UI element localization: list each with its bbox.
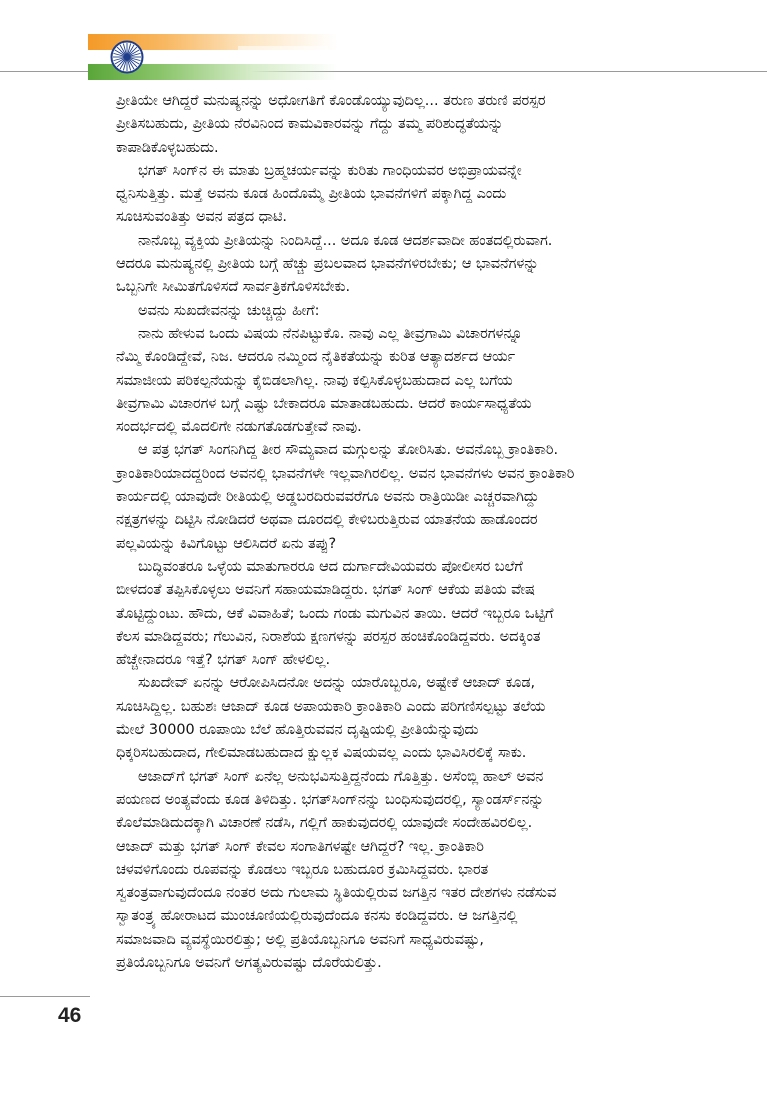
text-line: ಪ್ರೀತಿಸಬಹುದು, ಪ್ರೀತಿಯ ನೆರವಿನಿಂದ ಕಾಮವಿಕಾರವನ್ನು ಗೆದ್ದು ತಮ್ಮ ಪರಿಶುದ್ಧತೆಯನ್ನು <box>116 116 504 133</box>
text-line: ಆಜಾದ್ ಮತ್ತು ಭಗತ್ ಸಿಂಗ್ ಕೇವಲ ಸಂಗಾತಿಗಳಷ್ಟೇ ಆಗಿದ್ದರೆ? ಇಲ್ಲ. ಕ್ರಾಂತಿಕಾರಿ <box>116 838 484 855</box>
text-line: ಭಗತ್ ಸಿಂಗ್‌ನ ಈ ಮಾತು ಬ್ರಹ್ಮಚರ್ಯವನ್ನು ಕುರಿತು ಗಾಂಧಿಯವರ ಅಭಿಪ್ರಾಯವನ್ನೇ <box>138 162 522 179</box>
flag-glare <box>238 46 328 54</box>
text-line: ನಾನು ಹೇಳುವ ಒಂದು ವಿಷಯ ನೆನಪಿಟ್ಟುಕೊ. ನಾವು ಎಲ್ಲ ತೀವ್ರಗಾಮಿ ವಿಚಾರಗಳನ್ನೂ <box>138 325 523 342</box>
text-line: ಸಮಾಜೀಯ ಪರಿಕಲ್ಪನೆಯನ್ನು ಕೈಬಿಡಲಾಗಿಲ್ಲ. ನಾವು ಕಲ್ಪಿಸಿಕೊಳ್ಳಬಹುದಾದ ಎಲ್ಲ ಬಗೆಯ <box>116 372 513 389</box>
text-line: ಆಜಾದ್‌ಗೆ ಭಗತ್ ಸಿಂಗ್ ಏನೆಲ್ಲ ಅನುಭವಿಸುತ್ತಿದ್ದನೆಂದು ಗೊತ್ತಿತ್ತು. ಅಸೆಂಬ್ಲಿ ಹಾಲ್ ಅವನ <box>138 768 544 785</box>
text-line: ತೊಟ್ಟಿದ್ದುಂಟು. ಹೌದು, ಆಕೆ ವಿವಾಹಿತೆ; ಒಂದು ಗಂಡು ಮಗುವಿನ ತಾಯಿ. ಆದರೆ ಇಬ್ಬರೂ ಒಟ್ಟಿಗೆ <box>116 605 554 622</box>
text-line: ಸಮಾಜವಾದಿ ವ್ಯವಸ್ಥೆಯಿರಲಿತ್ತು; ಅಲ್ಲಿ ಪ್ರತಿಯೊಬ್ಬನಿಗೂ ಅವನಿಗೆ ಸಾಧ್ಯವಿರುವಷ್ಟು, <box>116 931 484 948</box>
text-line: ಕಾರ್ಯದಲ್ಲಿ ಯಾವುದೇ ರೀತಿಯಲ್ಲಿ ಅಡ್ಡಬರದಿರುವವರೆಗೂ ಅವನು ರಾತ್ರಿಯಿಡೀ ಎಚ್ಚರವಾಗಿದ್ದು <box>116 489 540 506</box>
text-line: ನಕ್ಷತ್ರಗಳನ್ನು ದಿಟ್ಟಿಸಿ ನೋಡಿದರೆ ಅಥವಾ ದೂರದಲ್ಲಿ ಕೇಳಿಬರುತ್ತಿರುವ ಯಾತನೆಯ ಹಾಡೊಂದರ <box>116 512 538 529</box>
page-number: 46 <box>58 1004 82 1027</box>
text-line: ಬೀಳದಂತೆ ತಪ್ಪಿಸಿಕೊಳ್ಳಲು ಅವನಿಗೆ ಸಹಾಯಮಾಡಿದ್ದರು. ಭಗತ್ ಸಿಂಗ್ ಆಕೆಯ ಪತಿಯ ವೇಷ <box>116 582 535 599</box>
text-line: ಸ್ವತಂತ್ರವಾಗುವುದೆಂದೂ ನಂತರ ಅದು ಗುಲಾಮ ಸ್ಥಿತಿಯಲ್ಲಿರುವ ಜಗತ್ತಿನ ಇತರ ದೇಶಗಳು ನಡೆಸುವ <box>116 885 557 902</box>
text-line: ಒಬ್ಬನಿಗೇ ಸೀಮಿತಗೊಳಿಸದೆ ಸಾರ್ವತ್ರಿಕಗೊಳಿಸಬೇಕು. <box>116 279 351 296</box>
text-line: ಕೊಲೆಮಾಡಿದುದಕ್ಕಾಗಿ ವಿಚಾರಣೆ ನಡೆಸಿ, ಗಲ್ಲಿಗೆ ಹಾಕುವುದರಲ್ಲಿ ಯಾವುದೇ ಸಂದೇಹವಿರಲಿಲ್ಲ. <box>116 815 533 832</box>
text-line: ಸ್ವಾತಂತ್ರ್ಯ ಹೋರಾಟದ ಮುಂಚೂಣಿಯಲ್ಲಿರುವುದೆಂದೂ ಕನಸು ಕಂಡಿದ್ದವರು. ಆ ಜಗತ್ತಿನಲ್ಲಿ <box>116 908 518 925</box>
text-line: ತೀವ್ರಗಾಮಿ ವಿಚಾರಗಳ ಬಗ್ಗೆ ಎಷ್ಟು ಬೇಕಾದರೂ ಮಾತಾಡಬಹುದು. ಆದರೆ ಕಾರ್ಯಸಾಧ್ಯತೆಯ <box>116 395 532 412</box>
footer-rule <box>0 996 90 997</box>
text-line: ಮೇಲೆ 30000 ರೂಪಾಯಿ ಬೆಲೆ ಹೊತ್ತಿರುವವನ ದೃಷ್ಟಿಯಲ್ಲಿ ಪ್ರೀತಿಯೆನ್ನುವುದು <box>116 722 479 739</box>
text-line: ಧ್ವನಿಸುತ್ತಿತ್ತು. ಮತ್ತೆ ಅವನು ಕೂಡ ಹಿಂದೊಮ್ಮೆ ಪ್ರೀತಿಯ ಭಾವನೆಗಳಿಗೆ ಪಕ್ಕಾಗಿದ್ದ ಎಂದು <box>116 186 507 203</box>
text-line: ಪಯಣದ ಅಂತ್ಯವೆಂದು ಕೂಡ ತಿಳಿದಿತ್ತು. ಭಗತ್‌ಸಿಂಗ್‌ನನ್ನು ಬಂಧಿಸುವುದರಲ್ಲಿ, ಸ್ಯಾಂಡರ್ಸ್‌ನನ್ನು <box>116 791 544 808</box>
text-line: ಸಂದರ್ಭದಲ್ಲಿ ಮೊದಲಿಗೇ ನಡುಗತೊಡಗುತ್ತೇವೆ ನಾವು. <box>116 419 362 436</box>
text-line: ಹೆಚ್ಚೇನಾದರೂ ಇತ್ತೆ? ಭಗತ್ ಸಿಂಗ್ ಹೇಳಲಿಲ್ಲ. <box>116 652 331 669</box>
ashoka-chakra-icon <box>110 40 144 74</box>
text-line: ಧಿಕ್ಕರಿಸಬಹುದಾದ, ಗೇಲಿಮಾಡಬಹುದಾದ ಕ್ಷುಲ್ಲಕ ವಿಷಯವಲ್ಲ ಎಂದು ಭಾವಿಸಿರಲಿಕ್ಕೆ ಸಾಕು. <box>116 745 527 762</box>
text-line: ಪ್ರೀತಿಯೇ ಆಗಿದ್ದರೆ ಮನುಷ್ಯನನ್ನು ಅಧೋಗತಿಗೆ ಕೊಂಡೊಯ್ಯುವುದಿಲ್ಲ... ತರುಣ ತರುಣಿ ಪರಸ್ಪರ <box>116 93 546 109</box>
text-line: ಕಾಪಾಡಿಕೊಳ್ಳಬಹುದು. <box>116 139 219 156</box>
text-line: ಸೂಚಿಸಿದ್ದಿಲ್ಲ. ಬಹುಶಃ ಆಜಾದ್ ಕೂಡ ಅಪಾಯಕಾರಿ ಕ್ರಾಂತಿಕಾರಿ ಎಂದು ಪರಿಗಣಿಸಲ್ಪಟ್ಟು ತಲೆಯ <box>116 698 546 715</box>
text-line: ಆದರೂ ಮನುಷ್ಯನಲ್ಲಿ ಪ್ರೀತಿಯ ಬಗ್ಗೆ ಹೆಚ್ಚು ಪ್ರಬಲವಾದ ಭಾವನೆಗಳಿರಬೇಕು; ಆ ಭಾವನೆಗಳನ್ನು <box>116 256 539 273</box>
text-line: ಆ ಪತ್ರ ಭಗತ್ ಸಿಂಗನಿಗಿದ್ದ ತೀರ ಸೌಮ್ಯವಾದ ಮಗ್ಗುಲನ್ನು ತೋರಿಸಿತು. ಅವನೊಬ್ಬ ಕ್ರಾಂತಿಕಾರಿ. <box>138 442 559 459</box>
text-line: ನಾನೊಬ್ಬ ವ್ಯಕ್ತಿಯ ಪ್ರೀತಿಯನ್ನು ನಿಂದಿಸಿದ್ದೆ... ಅದೂ ಕೂಡ ಆದರ್ಶವಾದೀ ಹಂತದಲ್ಲಿರುವಾಗ. <box>138 232 553 249</box>
text-line: ಸುಖದೇವ್ ಏನನ್ನು ಆರೋಪಿಸಿದನೋ ಅದನ್ನು ಯಾರೊಬ್ಬರೂ, ಅಷ್ಟೇಕೆ ಆಜಾದ್ ಕೂಡ, <box>138 675 536 692</box>
text-line: ನೆಮ್ಮಿ ಕೊಂಡಿದ್ದೇವೆ, ನಿಜ. ಆದರೂ ನಮ್ಮಿಂದ ನೈತಿಕತೆಯನ್ನು ಕುರಿತ ಆತ್ಯಾದರ್ಶದ ಆರ್ಯ <box>116 349 516 366</box>
text-line: ಬುದ್ಧಿವಂತರೂ ಒಳ್ಳೆಯ ಮಾತುಗಾರರೂ ಆದ ದುರ್ಗಾದೇವಿಯವರು ಪೋಲೀಸರ ಬಲೆಗೆ <box>138 558 523 575</box>
text-line: ಚಳವಳಿಗೊಂದು ರೂಪವನ್ನು ಕೊಡಲು ಇಬ್ಬರೂ ಬಹುದೂರ ಕ್ರಮಿಸಿದ್ದವರು. ಭಾರತ <box>116 861 489 878</box>
text-line: ಸೂಚಿಸುವಂತಿತ್ತು ಅವನ ಪತ್ರದ ಧಾಟಿ. <box>116 209 287 226</box>
body-text <box>116 90 708 975</box>
text-line: ಕ್ರಾಂತಿಕಾರಿಯಾದದ್ದರಿಂದ ಅವನಲ್ಲಿ ಭಾವನೆಗಳೇ ಇಲ್ಲವಾಗಿರಲಿಲ್ಲ. ಅವನ ಭಾವನೆಗಳು ಅವನ ಕ್ರಾಂತಿಕಾರಿ <box>116 465 575 482</box>
text-line: ಕೆಲಸ ಮಾಡಿದ್ದವರು; ಗೆಲುವಿನ, ನಿರಾಶೆಯ ಕ್ಷಣಗಳನ್ನು ಪರಸ್ಪರ ಹಂಚಿಕೊಂಡಿದ್ದವರು. ಅದಕ್ಕಿಂತ <box>116 628 541 645</box>
text-line: ಪ್ರತಿಯೊಬ್ಬನಿಗೂ ಅವನಿಗೆ ಅಗತ್ಯವಿರುವಷ್ಟು ದೊರೆಯಲಿತ್ತು. <box>116 954 382 971</box>
text-line: ಪಲ್ಲವಿಯನ್ನು ಕಿವಿಗೊಟ್ಟು ಆಲಿಸಿದರೆ ಏನು ತಪ್ಪು? <box>116 535 337 552</box>
text-line: ಅವನು ಸುಖದೇವನನ್ನು ಚುಚ್ಚಿದ್ದು ಹೀಗೆ: <box>138 302 320 319</box>
